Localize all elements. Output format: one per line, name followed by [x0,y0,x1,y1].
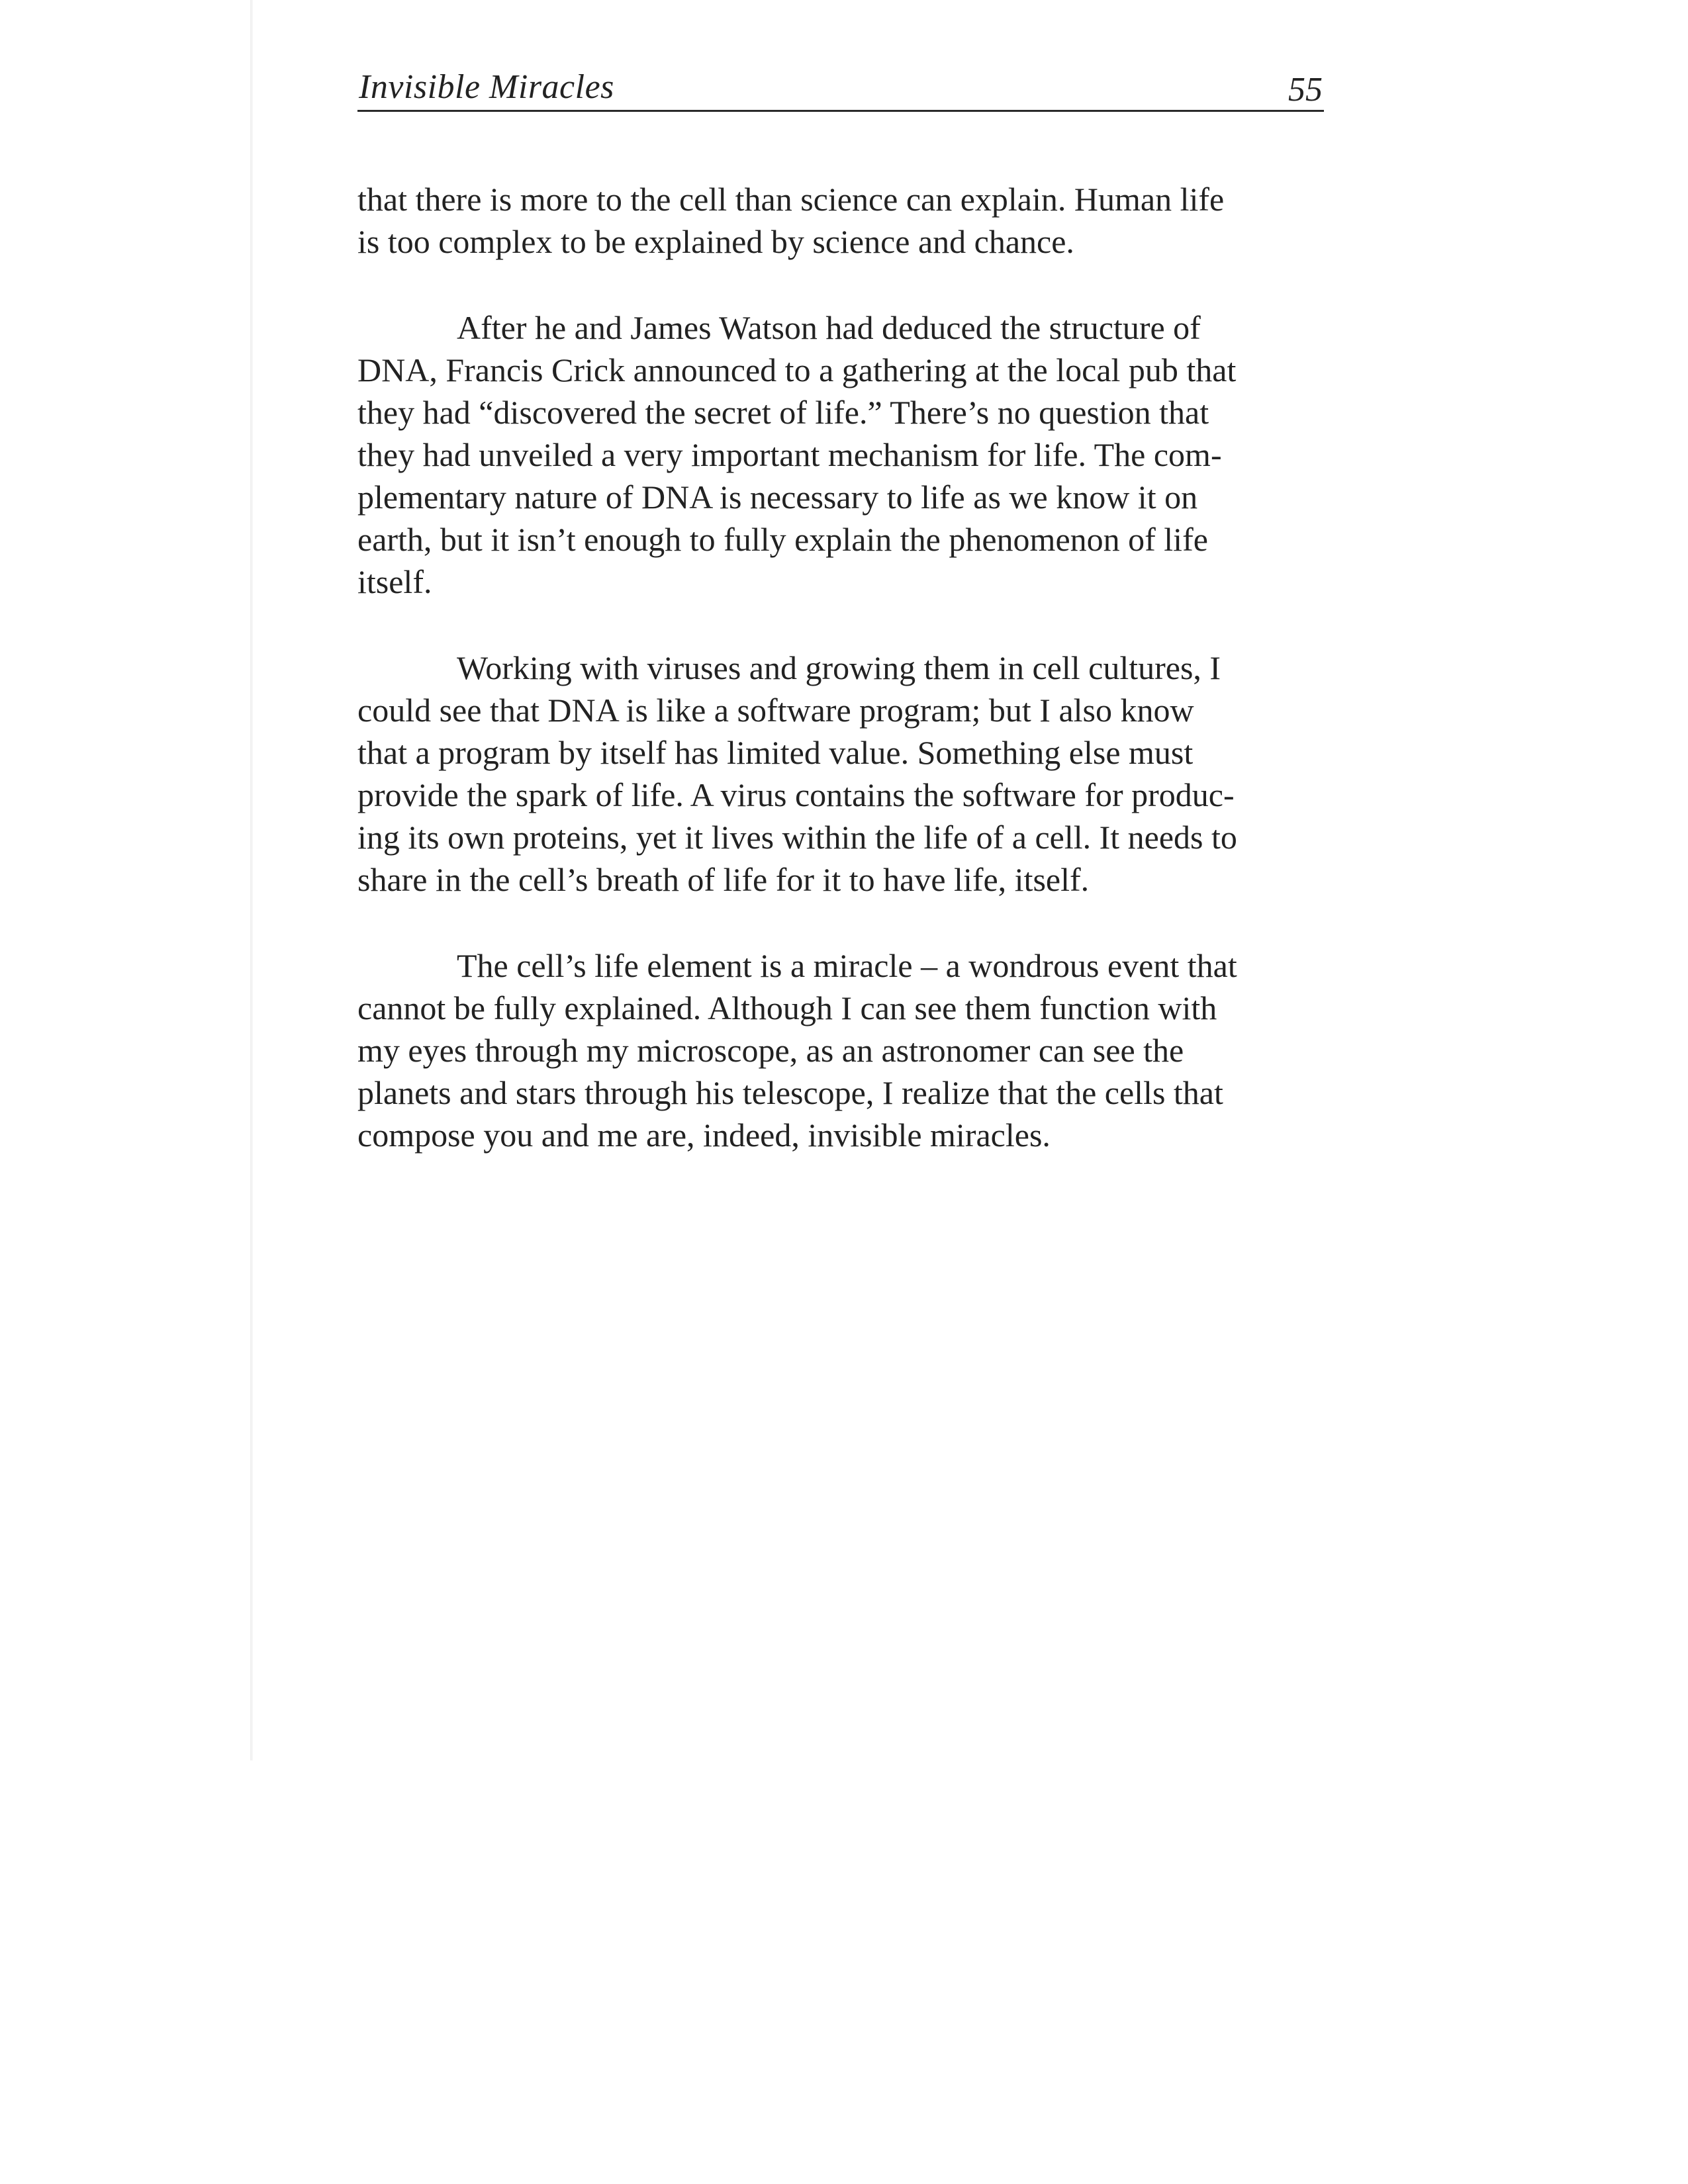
text-line: that a program by itself has limited value. Something else must [357,734,1194,771]
text-line: Working with viruses and growing them in cell cultures, I [457,649,1221,686]
paragraph-2 [357,306,1324,603]
text-line: DNA, Francis Crick announced to a gathering at the local pub that [357,351,1237,388]
text-line: that there is more to the cell than science can explain. Human life [357,181,1225,218]
text-line: planets and stars through his telescope, I realize that the cells that [357,1074,1223,1111]
text-line: After he and James Watson had deduced the structure of [457,309,1201,346]
text-line: could see that DNA is like a software program; but I also know [357,692,1194,729]
body-text [357,178,1324,1156]
page-number: 55 [1288,71,1323,109]
text-line: is too complex to be explained by science and chance. [357,223,1074,260]
scan-page-edge [250,0,253,1760]
paragraph-4 [357,944,1324,1156]
text-line: cannot be fully explained. Although I can see them function with [357,989,1217,1026]
text-line: earth, but it isn’t enough to fully explain the phenomenon of life [357,521,1208,558]
text-line: The cell’s life element is a miracle – a wondrous event that [457,947,1237,984]
text-line: compose you and me are, indeed, invisible miracles. [357,1116,1051,1154]
running-header [357,66,1324,112]
book-page [357,66,1324,1200]
text-line: itself. [357,563,432,600]
text-line: provide the spark of life. A virus contains the software for produc- [357,776,1235,813]
text-line: they had “discovered the secret of life.” There’s no question that [357,394,1209,431]
paragraph-3 [357,647,1324,901]
text-line: ing its own proteins, yet it lives within the life of a cell. It needs to [357,819,1237,856]
text-line: share in the cell’s breath of life for it to have life, itself. [357,861,1090,898]
text-line: my eyes through my microscope, as an astronomer can see the [357,1032,1184,1069]
paragraph-1 [357,178,1324,263]
text-line: plementary nature of DNA is necessary to life as we know it on [357,478,1198,516]
text-line: they had unveiled a very important mechanism for life. The com- [357,436,1222,473]
running-title: Invisible Miracles [359,68,614,106]
